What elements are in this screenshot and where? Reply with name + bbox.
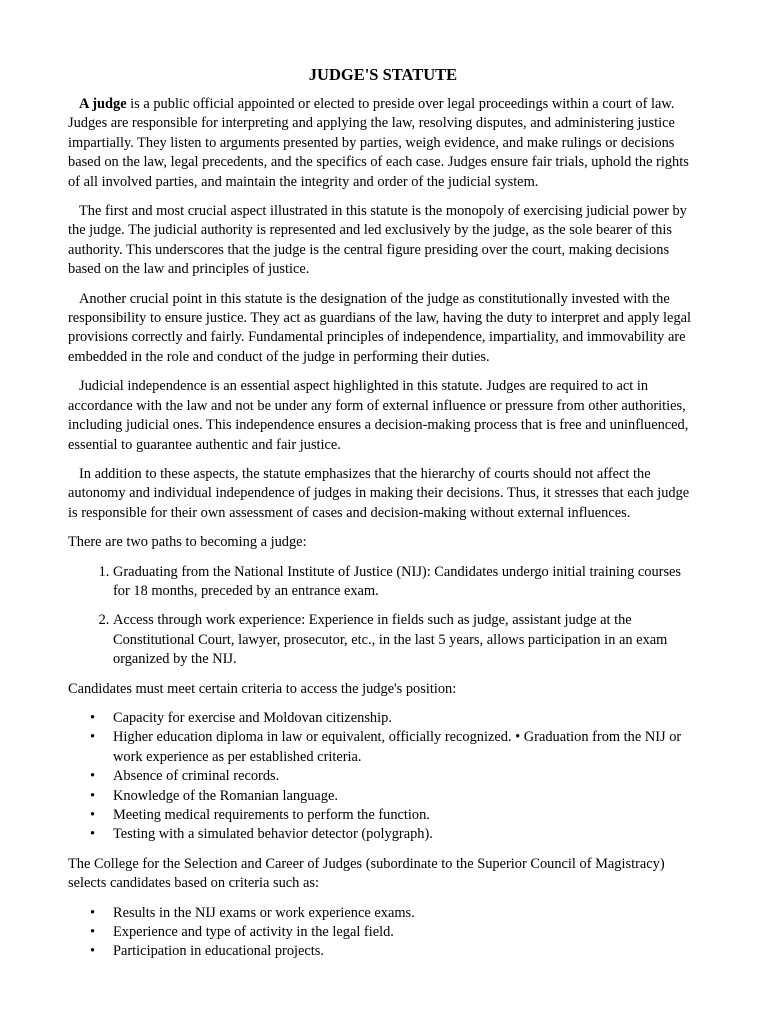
criteria-intro: Candidates must meet certain criteria to access the judge's position:: [68, 680, 457, 697]
list-item: • Meeting medical requirements to perform the function.: [113, 806, 698, 825]
list-item: • Testing with a simulated behavior detector (polygraph).: [113, 825, 698, 844]
list-item: • Higher education diploma in law or equivalent, officially recognized. • Graduation from the NIJ or work experience as per established criteria.: [113, 728, 698, 767]
list-item: • Participation in educational projects.: [113, 942, 698, 961]
intro-text: is a public official appointed or elected to preside over legal proceedings within a court of law. Judges are responsible for interpreting and applying the law, resolving disputes, and administering justice impartially. They listen to arguments presented by parties, weigh evidence, and make rulings or decisions based on the law, legal precedents, and the specifics of each case. Judges ensure fair trials, uphold the rights of all involved parties, and maintain the integrity and order of the judicial system.: [68, 96, 689, 190]
paragraph-judicial-independence: Judicial independence is an essential aspect highlighted in this statute. Judges are required to act in accordance with the law and not be under any form of external influence or pressure from other authorities, including judicial ones. This independence ensures a decision-making process that is free and uninfluenced, essential to guarantee authentic and fair justice.: [68, 378, 689, 453]
list-item: • Results in the NIJ exams or work experience exams.: [113, 904, 698, 923]
list-item: • Capacity for exercise and Moldovan citizenship.: [113, 709, 698, 728]
paths-intro: There are two paths to becoming a judge:: [68, 534, 307, 551]
intro-paragraph: [68, 95, 698, 192]
selection-criteria-list: [68, 904, 698, 962]
paragraph-court-hierarchy: In addition to these aspects, the statute emphasizes that the hierarchy of courts should not affect the autonomy and individual independence of judges in making their decisions. Thus, it stresses that each judge is responsible for their own assessment of cases and decision-making without external influences.: [68, 465, 690, 521]
college-intro: The College for the Selection and Career of Judges (subordinate to the Superior Council of Magistracy) selects candidates based on criteria such as:: [68, 855, 665, 892]
list-item: • Experience and type of activity in the legal field.: [113, 923, 698, 942]
intro-lead-term: A judge: [79, 96, 127, 112]
paragraph-judicial-power: The first and most crucial aspect illustrated in this statute is the monopoly of exercising judicial power by the judge. The judicial authority is represented and led exclusively by the judge, as the sole bearer of this authority. This underscores that the judge is the central figure presiding over the court, making decisions based on the law and principles of justice.: [68, 203, 687, 278]
document-title: JUDGE'S STATUTE: [308, 65, 458, 84]
paths-list: [68, 563, 698, 670]
paragraph-justice-responsibility: Another crucial point in this statute is the designation of the judge as constitutionally invested with the responsibility to ensure justice. They act as guardians of the law, having the duty to interpret and apply legal provisions correctly and fairly. Fundamental principles of independence, impartiality, and immovability are embedded in the role and conduct of the judge in performing their duties.: [68, 290, 692, 365]
criteria-list: [68, 709, 698, 845]
list-item: 2. Access through work experience: Experience in fields such as judge, assistant judge at the Constitutional Court, lawyer, prosecutor, etc., in the last 5 years, allows participation in an exam organized by the NIJ.: [113, 611, 698, 669]
list-item: 1. Graduating from the National Institute of Justice (NIJ): Candidates undergo initial training courses for 18 months, preceded by an entrance exam.: [113, 563, 698, 602]
list-item: • Knowledge of the Romanian language.: [113, 787, 698, 806]
list-item: • Absence of criminal records.: [113, 767, 698, 786]
